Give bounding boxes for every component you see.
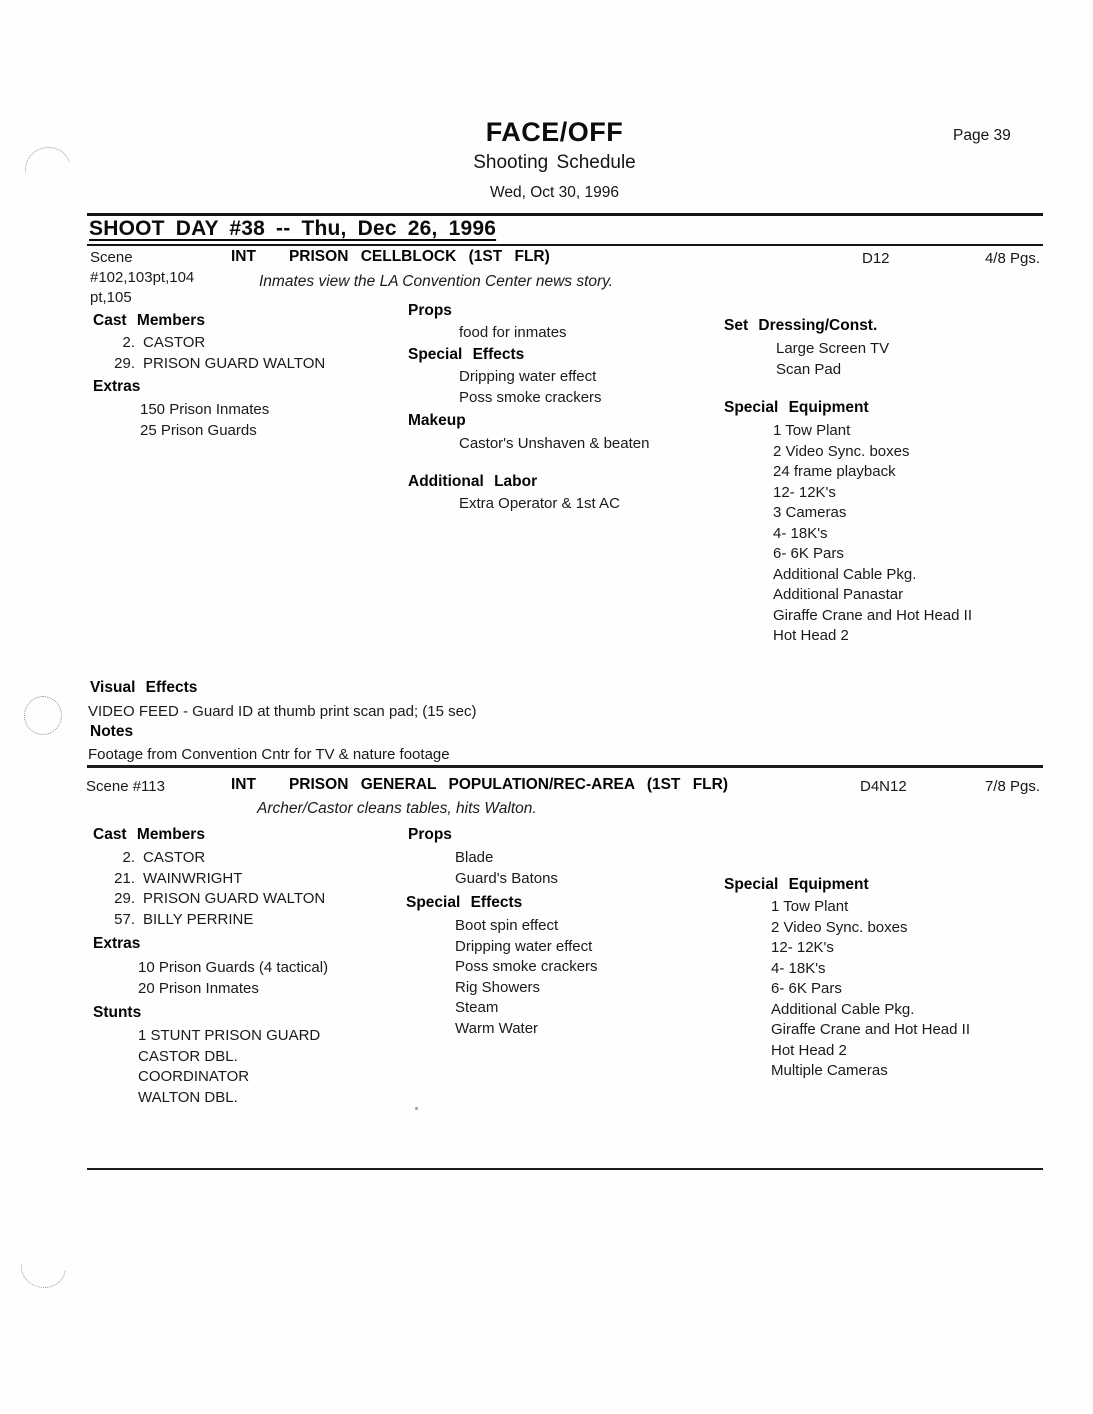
extras-list [138,958,328,999]
special-effects-item: Dripping water effect [455,937,593,955]
special-equipment-item: 4- 18K's [773,524,828,542]
visual-effects-text: VIDEO FEED - Guard ID at thumb print scan pad; (15 sec) [88,703,477,720]
special-equipment-item: Hot Head 2 [773,627,849,644]
cast-list [105,848,325,930]
scene-number-label: Scene #113 [86,778,165,795]
special-effects-item: Steam [455,999,499,1016]
scene-slugline [231,776,728,794]
additional-labor-label: Additional Labor [408,473,538,490]
stunts-item: COORDINATOR [138,1068,250,1085]
special-effects-label: Special Effects [406,894,523,911]
extras-item: 20 Prison Inmates [138,979,259,997]
scene-page-count: 4/8 Pgs. [984,250,1040,267]
special-equipment-list [771,897,970,1082]
bottom-rule [87,1168,1043,1170]
special-equipment-item: Additional Cable Pkg. [771,1000,915,1018]
scene-set-name: PRISON CELLBLOCK (1ST FLR) [288,248,550,265]
special-equipment-item: 1 Tow Plant [771,898,849,915]
scene-description: Inmates view the LA Convention Center news story. [259,273,614,290]
extras-label: Extras [93,935,141,952]
props-item: food for inmates [459,324,567,341]
cast-member: 21. WAINWRIGHT [114,869,243,887]
cast-member: 29. PRISON GUARD WALTON [114,354,326,372]
special-effects-item: Poss smoke crackers [459,388,602,406]
special-effects-item: Rig Showers [455,978,541,996]
props-list [455,848,558,889]
special-equipment-item: 6- 6K Pars [773,545,844,562]
props-item: Blade [455,849,494,866]
special-effects-item: Boot spin effect [455,917,559,934]
scene-set-name: PRISON GENERAL POPULATION/REC-AREA (1ST FLR) [288,776,729,793]
special-equipment-item: 24 frame playback [773,463,896,480]
special-effects-label: Special Effects [408,346,525,363]
cast-member: 57. BILLY PERRINE [114,910,254,928]
special-effects-item: Poss smoke crackers [455,958,598,975]
special-equipment-item: 3 Cameras [773,504,847,521]
document-subtitle: Shooting Schedule [473,152,636,173]
notes-text: Footage from Convention Cntr for TV & nature footage [88,746,450,763]
special-equipment-item: 2 Video Sync. boxes [771,918,908,936]
special-equipment-item: Additional Cable Pkg. [773,565,917,583]
special-effects-item: Warm Water [455,1019,539,1037]
special-equipment-item: 12- 12K's [771,939,834,956]
document-date: Wed, Oct 30, 1996 [490,184,619,201]
scene-day-night: D4N12 [860,778,907,795]
special-equipment-item: Multiple Cameras [771,1062,888,1079]
special-equipment-label: Special Equipment [724,399,869,416]
document-title: FACE/OFF [485,117,624,147]
special-equipment-item: Additional Panastar [773,586,904,603]
scene-day-night: D12 [862,250,890,267]
special-equipment-item: 1 Tow Plant [773,422,851,439]
extras-item: 150 Prison Inmates [140,401,270,418]
scene-int-ext: INT [231,776,256,793]
props-label: Props [408,302,452,319]
extras-label: Extras [93,378,141,395]
notes-label: Notes [90,723,134,740]
scene-numbers: pt,105 [90,289,132,306]
set-dressing-item: Large Screen TV [776,340,890,357]
props-label: Props [408,826,452,843]
additional-labor-item: Extra Operator & 1st AC [459,495,620,512]
special-equipment-item: 6- 6K Pars [771,980,842,997]
cast-member: 2. CASTOR [122,334,206,351]
scene-description: Archer/Castor cleans tables, hits Walton. [257,800,537,817]
set-dressing-item: Scan Pad [776,360,842,378]
stunts-label: Stunts [93,1004,142,1021]
scene-page-count: 7/8 Pgs. [984,778,1040,795]
stunts-list [138,1026,320,1108]
special-equipment-item: Giraffe Crane and Hot Head II [773,606,972,624]
special-equipment-label: Special Equipment [724,876,869,893]
set-dressing-label: Set Dressing/Const. [724,317,878,334]
stunts-item: CASTOR DBL. [138,1047,238,1065]
extras-item: 25 Prison Guards [140,421,257,439]
special-equipment-item: Giraffe Crane and Hot Head II [771,1021,970,1038]
props-item: Guard's Batons [455,869,558,887]
scene-int-ext: INT [231,248,256,265]
cast-member: 2. CASTOR [122,849,206,866]
makeup-label: Makeup [408,412,466,429]
extras-item: 10 Prison Guards (4 tactical) [138,959,329,976]
page-number: Page 39 [953,127,1011,144]
special-effects-item: Dripping water effect [459,368,597,385]
special-equipment-item: Hot Head 2 [771,1041,847,1059]
stunts-item: 1 STUNT PRISON GUARD [138,1027,321,1044]
special-effects-list [455,916,598,1039]
visual-effects-label: Visual Effects [90,679,198,696]
stunts-item: WALTON DBL. [138,1088,238,1106]
scene-number-label: Scene [90,249,133,266]
cast-members-label: Cast Members [93,312,205,329]
special-equipment-item: 4- 18K's [771,959,826,977]
makeup-item: Castor's Unshaven & beaten [459,435,650,452]
special-equipment-item: 12- 12K's [773,483,836,501]
scene-numbers: #102,103pt,104 [90,269,195,286]
special-equipment-item: 2 Video Sync. boxes [773,442,910,460]
shoot-day-title: SHOOT DAY #38 -- Thu, Dec 26, 1996 [89,217,497,240]
cast-members-label: Cast Members [93,826,205,843]
cast-member: 29. PRISON GUARD WALTON [114,890,326,907]
